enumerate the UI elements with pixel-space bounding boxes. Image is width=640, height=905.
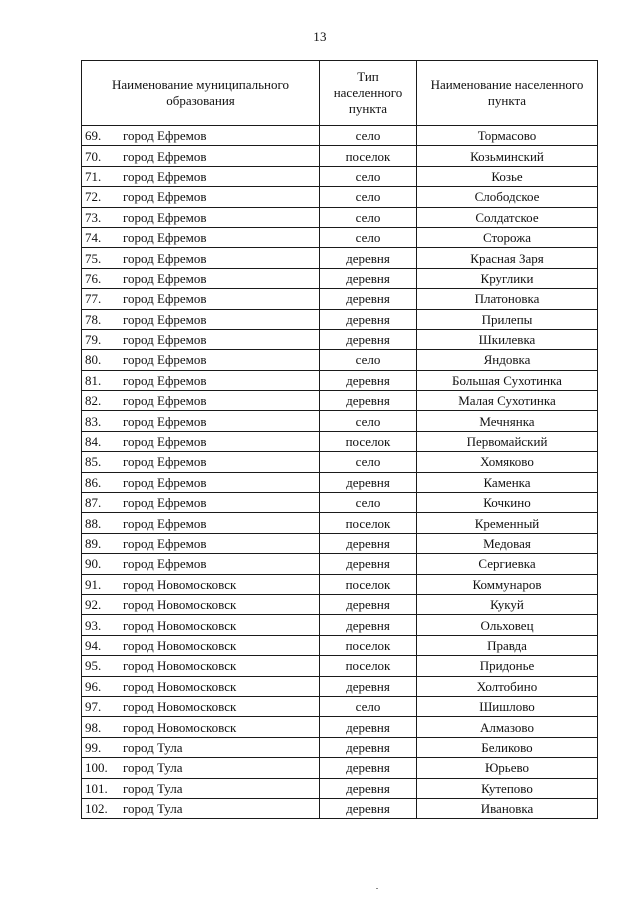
row-number: 100. <box>85 760 108 776</box>
table-row <box>82 493 598 513</box>
municipality-name: город Ефремов <box>123 230 207 246</box>
municipality-name: город Ефремов <box>123 454 207 470</box>
row-number: 102. <box>85 801 108 817</box>
table-row <box>82 350 598 370</box>
cell-municipality <box>82 411 320 431</box>
cell-settlement-type: деревня <box>320 798 417 818</box>
cell-settlement-name: Хомяково <box>417 452 598 472</box>
cell-settlement-type: село <box>320 350 417 370</box>
municipality-name: город Ефремов <box>123 128 207 144</box>
table-row <box>82 248 598 268</box>
cell-settlement-name: Мечнянка <box>417 411 598 431</box>
table-header-row <box>82 61 598 126</box>
cell-municipality <box>82 656 320 676</box>
table-row <box>82 574 598 594</box>
cell-settlement-type: деревня <box>320 533 417 553</box>
cell-settlement-name: Каменка <box>417 472 598 492</box>
row-number: 93. <box>85 617 102 633</box>
cell-settlement-type: поселок <box>320 431 417 451</box>
table-row <box>82 758 598 778</box>
cell-settlement-name: Ивановка <box>417 798 598 818</box>
table-row <box>82 778 598 798</box>
cell-settlement-name: Юрьево <box>417 758 598 778</box>
table-row <box>82 594 598 614</box>
municipality-name: город Ефремов <box>123 413 207 429</box>
cell-settlement-name: Яндовка <box>417 350 598 370</box>
cell-municipality <box>82 696 320 716</box>
row-number: 97. <box>85 699 102 715</box>
cell-settlement-type: село <box>320 452 417 472</box>
municipality-name: город Ефремов <box>123 495 207 511</box>
table-row <box>82 717 598 737</box>
table-row <box>82 798 598 818</box>
cell-municipality <box>82 615 320 635</box>
table-row <box>82 696 598 716</box>
municipality-name: город Ефремов <box>123 250 207 266</box>
cell-municipality <box>82 248 320 268</box>
row-number: 96. <box>85 678 102 694</box>
cell-municipality <box>82 513 320 533</box>
row-number: 77. <box>85 291 102 307</box>
cell-settlement-name: Придонье <box>417 656 598 676</box>
row-number: 71. <box>85 168 102 184</box>
cell-municipality <box>82 289 320 309</box>
cell-settlement-type: село <box>320 411 417 431</box>
municipality-name: город Ефремов <box>123 270 207 286</box>
table-row <box>82 166 598 186</box>
row-number: 95. <box>85 658 102 674</box>
municipality-name: город Ефремов <box>123 536 207 551</box>
municipality-name: город Ефремов <box>123 148 207 164</box>
municipality-name: город Тула <box>123 780 183 796</box>
row-number: 80. <box>85 352 102 368</box>
cell-settlement-type: деревня <box>320 778 417 798</box>
cell-municipality <box>82 635 320 655</box>
cell-municipality <box>82 146 320 166</box>
table-row <box>82 187 598 207</box>
row-number: 91. <box>85 576 102 592</box>
cell-municipality <box>82 778 320 798</box>
municipality-name: город Новомосковск <box>123 699 237 715</box>
municipality-name: город Тула <box>123 739 183 755</box>
table-row <box>82 146 598 166</box>
cell-settlement-name: Кукуй <box>417 594 598 614</box>
cell-settlement-name: Красная Заря <box>417 248 598 268</box>
table-row <box>82 554 598 574</box>
cell-municipality <box>82 452 320 472</box>
cell-settlement-name: Малая Сухотинка <box>417 391 598 411</box>
cell-settlement-name: Тормасово <box>417 126 598 146</box>
cell-settlement-type: деревня <box>320 554 417 574</box>
cell-settlement-name: Кременный <box>417 513 598 533</box>
header-type: Тип населенного пункта <box>320 61 417 126</box>
cell-settlement-type: село <box>320 227 417 247</box>
cell-municipality <box>82 207 320 227</box>
cell-settlement-type: поселок <box>320 146 417 166</box>
cell-settlement-name: Большая Сухотинка <box>417 370 598 390</box>
cell-settlement-type: деревня <box>320 329 417 349</box>
table-row <box>82 126 598 146</box>
cell-municipality <box>82 187 320 207</box>
municipality-name: город Ефремов <box>123 209 207 225</box>
municipality-name: город Ефремов <box>123 474 207 490</box>
table-row <box>82 309 598 329</box>
cell-settlement-name: Платоновка <box>417 289 598 309</box>
row-number: 88. <box>85 515 102 531</box>
table-row <box>82 615 598 635</box>
cell-municipality <box>82 350 320 370</box>
row-number: 70. <box>85 148 102 164</box>
cell-settlement-type: деревня <box>320 391 417 411</box>
cell-settlement-name: Козьминский <box>417 146 598 166</box>
row-number: 82. <box>85 393 102 409</box>
cell-settlement-name: Солдатское <box>417 207 598 227</box>
cell-settlement-type: село <box>320 696 417 716</box>
row-number: 83. <box>85 413 102 429</box>
table-row <box>82 452 598 472</box>
cell-settlement-name: Прилепы <box>417 309 598 329</box>
cell-municipality <box>82 758 320 778</box>
cell-settlement-name: Первомайский <box>417 431 598 451</box>
row-number: 74. <box>85 230 102 246</box>
row-number: 72. <box>85 189 102 205</box>
cell-settlement-name: Сергиевка <box>417 554 598 574</box>
cell-settlement-name: Холтобино <box>417 676 598 696</box>
municipality-name: город Ефремов <box>123 515 207 531</box>
cell-settlement-type: деревня <box>320 676 417 696</box>
municipality-name: город Ефремов <box>123 372 207 388</box>
cell-municipality <box>82 533 320 553</box>
cell-settlement-type: деревня <box>320 289 417 309</box>
municipality-name: город Новомосковск <box>123 617 237 633</box>
table-row <box>82 656 598 676</box>
municipality-name: город Ефремов <box>123 332 207 348</box>
cell-municipality <box>82 594 320 614</box>
municipality-name: город Новомосковск <box>123 597 237 613</box>
cell-settlement-name: Беликово <box>417 737 598 757</box>
cell-municipality <box>82 227 320 247</box>
cell-settlement-type: село <box>320 166 417 186</box>
row-number: 78. <box>85 311 102 327</box>
municipality-name: город Ефремов <box>123 556 207 572</box>
cell-settlement-type: деревня <box>320 248 417 268</box>
table-row <box>82 207 598 227</box>
municipality-name: город Ефремов <box>123 291 207 307</box>
municipality-name: город Новомосковск <box>123 678 237 694</box>
row-number: 84. <box>85 434 102 450</box>
row-number: 99. <box>85 739 102 755</box>
table-row <box>82 370 598 390</box>
municipality-name: город Ефремов <box>123 393 207 409</box>
cell-municipality <box>82 391 320 411</box>
row-number: 94. <box>85 637 102 653</box>
municipality-name: город Тула <box>123 760 183 776</box>
cell-municipality <box>82 472 320 492</box>
table-row <box>82 431 598 451</box>
table-row <box>82 635 598 655</box>
cell-settlement-type: поселок <box>320 574 417 594</box>
cell-settlement-type: деревня <box>320 615 417 635</box>
municipality-name: город Новомосковск <box>123 637 237 653</box>
cell-municipality <box>82 329 320 349</box>
cell-municipality <box>82 717 320 737</box>
table-row <box>82 533 598 553</box>
cell-settlement-type: деревня <box>320 737 417 757</box>
cell-settlement-name: Слободское <box>417 187 598 207</box>
row-number: 79. <box>85 332 102 348</box>
cell-settlement-type: деревня <box>320 370 417 390</box>
municipality-name: город Новомосковск <box>123 719 237 735</box>
municipality-name: город Новомосковск <box>123 658 237 674</box>
cell-municipality <box>82 676 320 696</box>
row-number: 69. <box>85 128 102 144</box>
cell-settlement-name: Правда <box>417 635 598 655</box>
cell-settlement-type: село <box>320 187 417 207</box>
cell-settlement-name: Коммунаров <box>417 574 598 594</box>
municipality-name: город Ефремов <box>123 189 207 205</box>
row-number: 92. <box>85 597 102 613</box>
row-number: 89. <box>85 536 102 551</box>
cell-settlement-type: поселок <box>320 656 417 676</box>
cell-municipality <box>82 431 320 451</box>
row-number: 98. <box>85 719 102 735</box>
table-row <box>82 268 598 288</box>
cell-municipality <box>82 126 320 146</box>
cell-municipality <box>82 798 320 818</box>
table-row <box>82 676 598 696</box>
row-number: 76. <box>85 270 102 286</box>
header-settlement: Наименование населенного пункта <box>417 61 598 126</box>
cell-municipality <box>82 370 320 390</box>
row-number: 87. <box>85 495 102 511</box>
cell-municipality <box>82 737 320 757</box>
table-body <box>82 126 598 819</box>
cell-settlement-type: деревня <box>320 309 417 329</box>
cell-settlement-name: Сторожа <box>417 227 598 247</box>
row-number: 81. <box>85 372 102 388</box>
cell-settlement-type: деревня <box>320 758 417 778</box>
table-row <box>82 391 598 411</box>
cell-settlement-name: Шкилевка <box>417 329 598 349</box>
header-municipality: Наименование муниципального образования <box>82 61 320 126</box>
cell-municipality <box>82 574 320 594</box>
cell-settlement-type: деревня <box>320 472 417 492</box>
cell-settlement-type: деревня <box>320 268 417 288</box>
cell-settlement-name: Круглики <box>417 268 598 288</box>
cell-settlement-name: Ольховец <box>417 615 598 635</box>
table-row <box>82 472 598 492</box>
row-number: 73. <box>85 209 102 225</box>
cell-settlement-name: Козье <box>417 166 598 186</box>
table-row <box>82 411 598 431</box>
municipality-name: город Тула <box>123 801 183 817</box>
municipality-name: город Новомосковск <box>123 576 237 592</box>
cell-settlement-type: село <box>320 126 417 146</box>
cell-municipality <box>82 493 320 513</box>
cell-municipality <box>82 166 320 186</box>
settlements-table <box>81 60 598 819</box>
table-row <box>82 513 598 533</box>
cell-settlement-name: Алмазово <box>417 717 598 737</box>
cell-settlement-type: поселок <box>320 513 417 533</box>
cell-settlement-type: деревня <box>320 717 417 737</box>
row-number: 85. <box>85 454 102 470</box>
table-row <box>82 227 598 247</box>
cell-settlement-name: Кочкино <box>417 493 598 513</box>
municipality-name: город Ефремов <box>123 352 207 368</box>
cell-settlement-type: поселок <box>320 635 417 655</box>
cell-settlement-type: село <box>320 207 417 227</box>
cell-municipality <box>82 268 320 288</box>
cell-settlement-name: Медовая <box>417 533 598 553</box>
footer-dot <box>376 888 378 889</box>
table-row <box>82 737 598 757</box>
cell-settlement-name: Шишлово <box>417 696 598 716</box>
row-number: 86. <box>85 474 102 490</box>
municipality-name: город Ефремов <box>123 168 207 184</box>
cell-settlement-type: село <box>320 493 417 513</box>
cell-settlement-type: деревня <box>320 594 417 614</box>
row-number: 101. <box>85 780 108 796</box>
table-row <box>82 289 598 309</box>
cell-municipality <box>82 309 320 329</box>
table-row <box>82 329 598 349</box>
cell-municipality <box>82 554 320 574</box>
row-number: 90. <box>85 556 102 572</box>
row-number: 75. <box>85 250 102 266</box>
municipality-name: город Ефремов <box>123 311 207 327</box>
cell-settlement-name: Кутепово <box>417 778 598 798</box>
page-number: 13 <box>313 29 327 44</box>
municipality-name: город Ефремов <box>123 434 207 450</box>
